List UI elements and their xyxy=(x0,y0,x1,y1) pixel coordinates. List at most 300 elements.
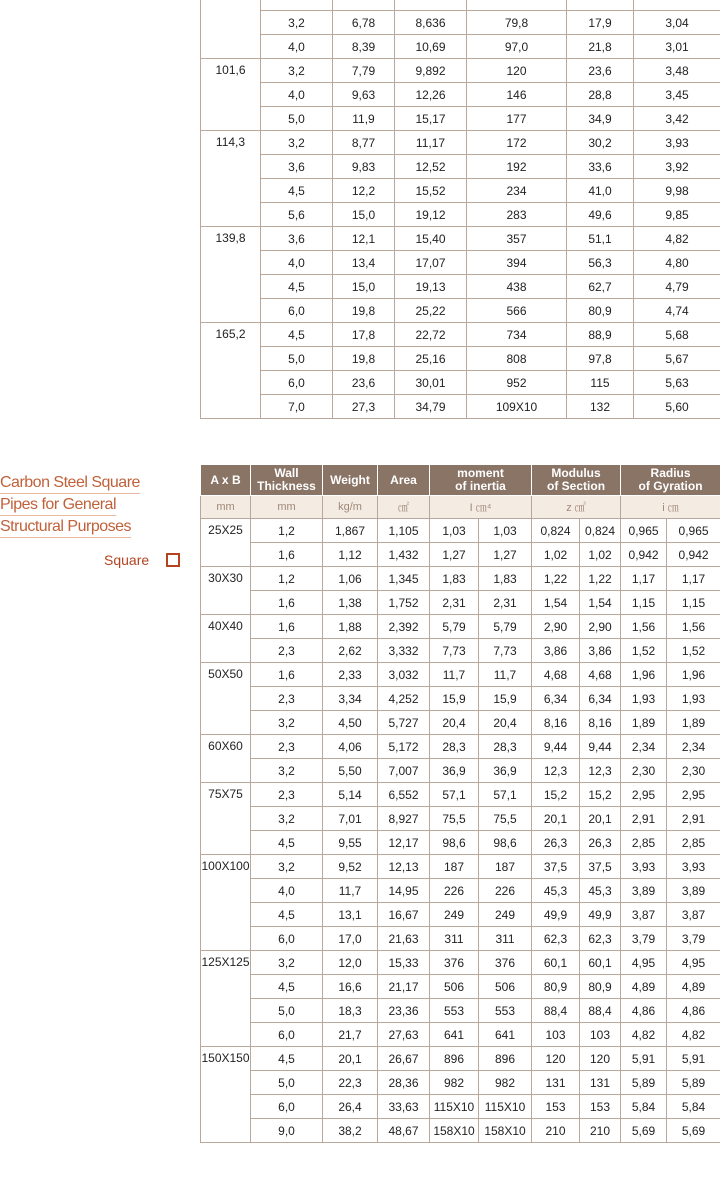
table-cell: 4,68 xyxy=(532,663,580,687)
table-row xyxy=(201,951,720,975)
table-cell: 210 xyxy=(580,1119,621,1143)
table-cell: 4,252 xyxy=(378,687,430,711)
table-cell: 4,86 xyxy=(667,999,720,1023)
table-cell: 6,0 xyxy=(261,371,333,395)
table-cell: 0,824 xyxy=(580,519,621,543)
table-cell: 2,31 xyxy=(479,591,532,615)
table-cell: 28,36 xyxy=(378,1071,430,1095)
table-cell: 3,34 xyxy=(323,687,378,711)
table-cell: 4,5 xyxy=(261,179,333,203)
table-cell: 1,17 xyxy=(667,567,720,591)
table-cell: 49,9 xyxy=(532,903,580,927)
unit-cell: z ㎤ xyxy=(532,496,621,519)
table-row xyxy=(201,831,720,855)
table-cell: 12,0 xyxy=(323,951,378,975)
table-cell: 1,96 xyxy=(667,663,720,687)
table-row xyxy=(201,615,720,639)
table-cell: 4,0 xyxy=(261,251,333,275)
table-cell: 60,1 xyxy=(580,951,621,975)
table-cell: 3,2 xyxy=(251,951,323,975)
table-cell: 0,942 xyxy=(667,543,720,567)
table-cell: 3,2 xyxy=(251,807,323,831)
table-cell: 394 xyxy=(467,251,567,275)
unit-cell: mm xyxy=(201,496,251,519)
table-cell: 982 xyxy=(430,1071,479,1095)
table-cell: 23,6 xyxy=(567,59,634,83)
table-cell: 20,1 xyxy=(323,1047,378,1071)
table-cell: 20,4 xyxy=(430,711,479,735)
table-cell: 28,3 xyxy=(430,735,479,759)
table-cell: 2,3 xyxy=(251,735,323,759)
table-cell: 6,0 xyxy=(251,1023,323,1047)
table-row xyxy=(201,591,720,615)
size-cell: 165,2 xyxy=(201,323,261,419)
table-cell: 5,14 xyxy=(323,783,378,807)
table-cell: 2,90 xyxy=(580,615,621,639)
table-cell: 2,34 xyxy=(667,735,720,759)
table-row xyxy=(201,639,720,663)
table-row xyxy=(201,735,720,759)
table-cell: 12,26 xyxy=(395,83,467,107)
table-cell: 6,552 xyxy=(378,783,430,807)
table-row xyxy=(201,519,720,543)
table-cell: 9,52 xyxy=(323,855,378,879)
table-cell: 4,74 xyxy=(634,299,720,323)
table-cell: 2,62 xyxy=(323,639,378,663)
table-cell: 311 xyxy=(430,927,479,951)
size-cell: 101,6 xyxy=(201,59,261,131)
table-cell xyxy=(634,0,720,11)
table-row xyxy=(201,11,720,35)
table-cell: 158X10 xyxy=(430,1119,479,1143)
table-cell: 1,89 xyxy=(667,711,720,735)
table-row xyxy=(201,251,720,275)
table-cell: 33,6 xyxy=(567,155,634,179)
table-cell: 1,88 xyxy=(323,615,378,639)
table-cell: 3,2 xyxy=(251,711,323,735)
table-cell: 1,54 xyxy=(532,591,580,615)
table-cell: 4,80 xyxy=(634,251,720,275)
table-cell: 20,1 xyxy=(580,807,621,831)
table-cell: 49,6 xyxy=(567,203,634,227)
table-cell: 5,84 xyxy=(621,1095,667,1119)
header-moment-of-inertia xyxy=(430,465,532,496)
table-cell: 38,2 xyxy=(323,1119,378,1143)
table-cell: 15,40 xyxy=(395,227,467,251)
table-cell: 2,30 xyxy=(621,759,667,783)
table-cell: 23,6 xyxy=(333,371,395,395)
header-text: moment of inertia xyxy=(455,466,506,493)
table-cell: 34,9 xyxy=(567,107,634,131)
table-cell: 36,9 xyxy=(479,759,532,783)
section-title xyxy=(0,472,160,538)
size-cell: 139,8 xyxy=(201,227,261,323)
table-cell: 51,1 xyxy=(567,227,634,251)
size-cell: 100X100 xyxy=(201,855,251,951)
table-cell: 3,89 xyxy=(667,879,720,903)
table-cell: 98,6 xyxy=(479,831,532,855)
table-cell: 4,79 xyxy=(634,275,720,299)
table-row xyxy=(201,1071,720,1095)
size-cell: 30X30 xyxy=(201,567,251,615)
table-row xyxy=(201,35,720,59)
table-cell: 357 xyxy=(467,227,567,251)
table-row xyxy=(201,927,720,951)
table-cell: 506 xyxy=(479,975,532,999)
table-cell: 6,0 xyxy=(251,927,323,951)
table-cell: 12,13 xyxy=(378,855,430,879)
table-cell: 3,45 xyxy=(634,83,720,107)
unit-cell: ㎠ xyxy=(378,496,430,519)
table-cell xyxy=(567,0,634,11)
table-cell: 26,4 xyxy=(323,1095,378,1119)
table-cell: 115X10 xyxy=(479,1095,532,1119)
table-cell: 5,79 xyxy=(479,615,532,639)
table-row xyxy=(201,83,720,107)
table-cell: 553 xyxy=(479,999,532,1023)
table-cell: 1,2 xyxy=(251,519,323,543)
table-cell: 21,63 xyxy=(378,927,430,951)
table-cell: 2,3 xyxy=(251,783,323,807)
size-cell xyxy=(201,0,261,59)
table-cell: 1,93 xyxy=(667,687,720,711)
table-cell: 115 xyxy=(567,371,634,395)
table-cell: 11,7 xyxy=(323,879,378,903)
table-cell: 1,17 xyxy=(621,567,667,591)
table-cell: 30,2 xyxy=(567,131,634,155)
table-cell: 9,63 xyxy=(333,83,395,107)
table-cell: 0,942 xyxy=(621,543,667,567)
table-cell: 8,39 xyxy=(333,35,395,59)
table-row xyxy=(201,179,720,203)
table-cell: 1,56 xyxy=(621,615,667,639)
square-icon xyxy=(166,553,180,567)
table-cell: 506 xyxy=(430,975,479,999)
section-title-line: Carbon Steel Square xyxy=(0,472,140,494)
table-cell: 97,8 xyxy=(567,347,634,371)
table-cell: 1,54 xyxy=(580,591,621,615)
table-cell: 10,69 xyxy=(395,35,467,59)
table-row xyxy=(201,663,720,687)
table-cell: 11,9 xyxy=(333,107,395,131)
unit-cell: kg/m xyxy=(323,496,378,519)
table-cell: 3,93 xyxy=(621,855,667,879)
table-cell: 13,1 xyxy=(323,903,378,927)
header-area: Area xyxy=(378,465,430,496)
table-cell: 27,3 xyxy=(333,395,395,419)
table-cell: 15,52 xyxy=(395,179,467,203)
table-cell: 62,3 xyxy=(532,927,580,951)
table-cell: 26,3 xyxy=(532,831,580,855)
table-row xyxy=(201,275,720,299)
table-cell: 5,0 xyxy=(261,107,333,131)
table-cell: 1,27 xyxy=(479,543,532,567)
unit-cell: i ㎝ xyxy=(621,496,720,519)
table-cell: 25,22 xyxy=(395,299,467,323)
table-cell: 5,50 xyxy=(323,759,378,783)
table-cell: 9,85 xyxy=(634,203,720,227)
table-cell: 2,85 xyxy=(621,831,667,855)
table-cell: 641 xyxy=(430,1023,479,1047)
table-cell: 26,67 xyxy=(378,1047,430,1071)
table-cell: 9,44 xyxy=(580,735,621,759)
table-cell: 1,12 xyxy=(323,543,378,567)
table-cell: 2,91 xyxy=(667,807,720,831)
table-cell: 4,95 xyxy=(621,951,667,975)
table-row xyxy=(201,855,720,879)
table-row xyxy=(201,203,720,227)
table-cell: 21,17 xyxy=(378,975,430,999)
table-cell: 192 xyxy=(467,155,567,179)
table-cell: 3,48 xyxy=(634,59,720,83)
table-cell xyxy=(467,0,567,11)
table-row xyxy=(201,1047,720,1071)
table-cell: 62,3 xyxy=(580,927,621,951)
table-cell: 12,17 xyxy=(378,831,430,855)
table-cell: 5,91 xyxy=(667,1047,720,1071)
table-cell: 3,2 xyxy=(261,59,333,83)
table-cell: 1,6 xyxy=(251,591,323,615)
table-cell: 7,79 xyxy=(333,59,395,83)
table-cell: 131 xyxy=(532,1071,580,1095)
table-cell: 1,15 xyxy=(667,591,720,615)
table-cell: 1,03 xyxy=(479,519,532,543)
table-cell: 33,63 xyxy=(378,1095,430,1119)
table-cell: 12,1 xyxy=(333,227,395,251)
table-cell: 19,12 xyxy=(395,203,467,227)
table-cell: 177 xyxy=(467,107,567,131)
header-axb: A x B xyxy=(201,465,251,496)
table-cell: 1,6 xyxy=(251,543,323,567)
table-cell: 7,01 xyxy=(323,807,378,831)
table-cell: 7,0 xyxy=(261,395,333,419)
table-cell: 4,89 xyxy=(667,975,720,999)
table-cell: 5,0 xyxy=(261,347,333,371)
table-cell: 21,8 xyxy=(567,35,634,59)
table-cell: 1,02 xyxy=(532,543,580,567)
size-cell: 40X40 xyxy=(201,615,251,663)
table-row xyxy=(201,155,720,179)
table-row xyxy=(201,759,720,783)
size-cell: 25X25 xyxy=(201,519,251,567)
table-cell: 566 xyxy=(467,299,567,323)
table-cell: 4,5 xyxy=(251,903,323,927)
table-cell: 1,56 xyxy=(667,615,720,639)
table-cell: 187 xyxy=(430,855,479,879)
table-cell: 5,69 xyxy=(667,1119,720,1143)
table-cell: 4,5 xyxy=(261,323,333,347)
table-cell: 12,3 xyxy=(532,759,580,783)
table-cell: 1,22 xyxy=(532,567,580,591)
table-row xyxy=(201,131,720,155)
table-cell: 2,85 xyxy=(667,831,720,855)
table-cell: 20,4 xyxy=(479,711,532,735)
table-cell: 12,52 xyxy=(395,155,467,179)
table-cell: 3,2 xyxy=(251,759,323,783)
table-cell: 88,4 xyxy=(580,999,621,1023)
table-cell: 8,927 xyxy=(378,807,430,831)
table-row xyxy=(201,323,720,347)
table-cell: 15,9 xyxy=(430,687,479,711)
table-row xyxy=(201,0,720,11)
table-cell xyxy=(261,0,333,11)
table-cell: 1,105 xyxy=(378,519,430,543)
table-cell: 5,63 xyxy=(634,371,720,395)
table-cell: 45,3 xyxy=(580,879,621,903)
table-cell: 1,6 xyxy=(251,615,323,639)
table-row xyxy=(201,1095,720,1119)
table-row xyxy=(201,227,720,251)
table-cell: 131 xyxy=(580,1071,621,1095)
table-row xyxy=(201,567,720,591)
size-cell: 125X125 xyxy=(201,951,251,1047)
table-cell: 5,69 xyxy=(621,1119,667,1143)
table-cell: 12,2 xyxy=(333,179,395,203)
table-cell: 3,032 xyxy=(378,663,430,687)
table-cell: 4,50 xyxy=(323,711,378,735)
table-cell: 2,91 xyxy=(621,807,667,831)
table-cell: 4,5 xyxy=(261,275,333,299)
table-cell: 34,79 xyxy=(395,395,467,419)
table-cell: 23,36 xyxy=(378,999,430,1023)
table-cell: 48,67 xyxy=(378,1119,430,1143)
table-cell: 97,0 xyxy=(467,35,567,59)
table-cell: 3,2 xyxy=(261,131,333,155)
table-cell: 28,8 xyxy=(567,83,634,107)
table-cell: 79,8 xyxy=(467,11,567,35)
table-cell: 27,63 xyxy=(378,1023,430,1047)
table-cell: 9,44 xyxy=(532,735,580,759)
table-cell: 3,93 xyxy=(634,131,720,155)
table-cell: 3,6 xyxy=(261,155,333,179)
table-cell: 5,60 xyxy=(634,395,720,419)
table-cell: 3,93 xyxy=(667,855,720,879)
table-cell: 49,9 xyxy=(580,903,621,927)
table-cell: 7,73 xyxy=(430,639,479,663)
table-cell: 3,04 xyxy=(634,11,720,35)
table-row xyxy=(201,107,720,131)
table-cell: 88,9 xyxy=(567,323,634,347)
table-cell: 4,89 xyxy=(621,975,667,999)
table-cell: 376 xyxy=(479,951,532,975)
header-radius-of-gyration xyxy=(621,465,720,496)
table-cell: 6,78 xyxy=(333,11,395,35)
table-cell: 17,0 xyxy=(323,927,378,951)
table-cell: 3,79 xyxy=(667,927,720,951)
table-cell: 28,3 xyxy=(479,735,532,759)
header-text: Radius of Gyration xyxy=(638,466,703,493)
table-cell: 41,0 xyxy=(567,179,634,203)
table-cell: 1,03 xyxy=(430,519,479,543)
table-cell: 4,68 xyxy=(580,663,621,687)
table-row xyxy=(201,395,720,419)
table-row xyxy=(201,371,720,395)
table-cell: 5,89 xyxy=(667,1071,720,1095)
table-cell: 11,17 xyxy=(395,131,467,155)
table-cell: 3,87 xyxy=(667,903,720,927)
table-cell: 3,2 xyxy=(251,855,323,879)
table-cell: 1,345 xyxy=(378,567,430,591)
table-cell: 3,01 xyxy=(634,35,720,59)
table-cell: 1,83 xyxy=(430,567,479,591)
table-row xyxy=(201,783,720,807)
table-cell: 249 xyxy=(479,903,532,927)
table-cell: 1,752 xyxy=(378,591,430,615)
table-cell: 4,82 xyxy=(634,227,720,251)
table-cell: 952 xyxy=(467,371,567,395)
table-row xyxy=(201,711,720,735)
table-cell: 1,52 xyxy=(667,639,720,663)
table-cell: 2,95 xyxy=(621,783,667,807)
table-cell: 20,1 xyxy=(532,807,580,831)
table-cell: 15,33 xyxy=(378,951,430,975)
table-cell: 3,89 xyxy=(621,879,667,903)
table-cell: 0,824 xyxy=(532,519,580,543)
table-cell: 15,0 xyxy=(333,275,395,299)
table-cell: 120 xyxy=(580,1047,621,1071)
table-cell: 2,30 xyxy=(667,759,720,783)
table-cell: 26,3 xyxy=(580,831,621,855)
table-cell: 45,3 xyxy=(532,879,580,903)
table-row xyxy=(201,347,720,371)
table-row xyxy=(201,879,720,903)
table-cell: 3,2 xyxy=(261,11,333,35)
table-cell: 376 xyxy=(430,951,479,975)
table-cell: 103 xyxy=(580,1023,621,1047)
header-modulus-of-section xyxy=(532,465,621,496)
table-cell: 22,72 xyxy=(395,323,467,347)
table-cell: 438 xyxy=(467,275,567,299)
table-cell: 3,92 xyxy=(634,155,720,179)
table-cell: 17,07 xyxy=(395,251,467,275)
table-cell: 57,1 xyxy=(479,783,532,807)
table-cell: 1,02 xyxy=(580,543,621,567)
table-row xyxy=(201,1119,720,1143)
table-cell: 0,965 xyxy=(667,519,720,543)
table-cell: 8,77 xyxy=(333,131,395,155)
table-cell: 1,52 xyxy=(621,639,667,663)
table-cell: 15,2 xyxy=(580,783,621,807)
table-cell: 75,5 xyxy=(479,807,532,831)
table-cell: 1,96 xyxy=(621,663,667,687)
table-cell: 234 xyxy=(467,179,567,203)
table-cell: 3,86 xyxy=(532,639,580,663)
table-cell: 808 xyxy=(467,347,567,371)
table-cell: 0,965 xyxy=(621,519,667,543)
table-cell: 226 xyxy=(430,879,479,903)
header-text: Wall Thickness xyxy=(257,466,316,493)
table-cell: 226 xyxy=(479,879,532,903)
table-cell: 5,89 xyxy=(621,1071,667,1095)
size-cell: 150X150 xyxy=(201,1047,251,1143)
table-cell: 15,9 xyxy=(479,687,532,711)
table-cell: 7,007 xyxy=(378,759,430,783)
table-cell: 75,5 xyxy=(430,807,479,831)
table-cell: 62,7 xyxy=(567,275,634,299)
table-row xyxy=(201,59,720,83)
table-cell: 9,55 xyxy=(323,831,378,855)
header-weight: Weight xyxy=(323,465,378,496)
table-cell: 56,3 xyxy=(567,251,634,275)
table-cell: 80,9 xyxy=(532,975,580,999)
table-cell: 172 xyxy=(467,131,567,155)
table-cell: 210 xyxy=(532,1119,580,1143)
table-cell: 4,82 xyxy=(667,1023,720,1047)
shape-label: Square xyxy=(104,552,150,568)
table-cell: 146 xyxy=(467,83,567,107)
table-cell: 158X10 xyxy=(479,1119,532,1143)
table-cell: 4,0 xyxy=(251,879,323,903)
